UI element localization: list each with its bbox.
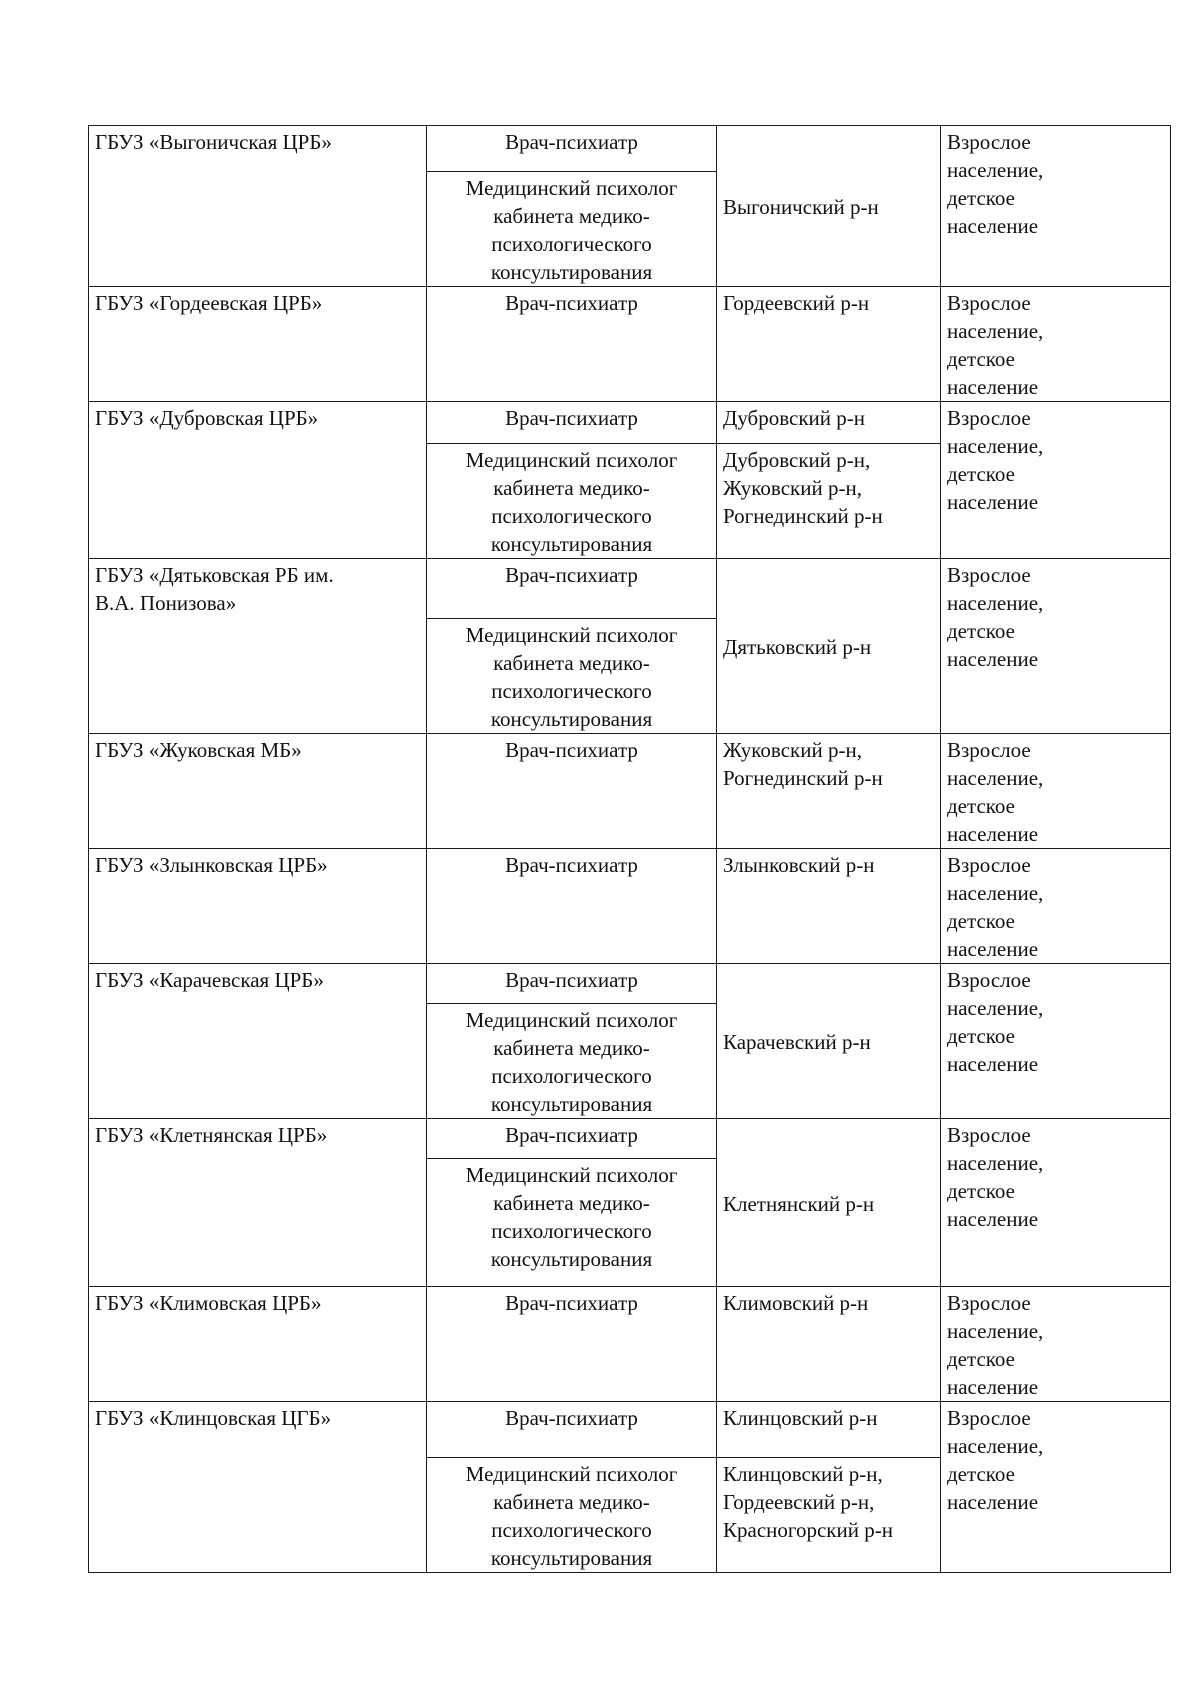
table-row <box>89 287 1171 402</box>
district-cell: Жуковский р-н, Рогнединский р-н <box>717 734 941 849</box>
district-cell: Дятьковский р-н <box>717 559 941 734</box>
table-row <box>89 734 1171 849</box>
district-cell: Клинцовский р-н, Гордеевский р-н, Красногорский р-н <box>717 1458 941 1573</box>
organization-cell: ГБУЗ «Климовская ЦРБ» <box>89 1287 427 1402</box>
district-cell: Злынковский р-н <box>717 849 941 964</box>
specialist-cell: Врач-психиатр <box>427 964 717 1004</box>
district-cell: Карачевский р-н <box>717 964 941 1119</box>
population-cell: Взрослое население, детское население <box>941 964 1171 1119</box>
organization-cell: ГБУЗ «Злынковская ЦРБ» <box>89 849 427 964</box>
district-cell: Клинцовский р-н <box>717 1402 941 1458</box>
specialist-cell: Врач-психиатр <box>427 1287 717 1402</box>
table-row <box>89 1119 1171 1159</box>
population-cell: Взрослое население, детское население <box>941 559 1171 734</box>
organization-cell: ГБУЗ «Выгоничская ЦРБ» <box>89 126 427 287</box>
table-row <box>89 559 1171 619</box>
organization-cell: ГБУЗ «Дятьковская РБ им. В.А. Понизова» <box>89 559 427 734</box>
district-cell: Выгоничский р-н <box>717 126 941 287</box>
table-row <box>89 849 1171 964</box>
population-cell: Взрослое население, детское население <box>941 287 1171 402</box>
specialist-cell: Медицинский психолог кабинета медико- психологического консультирования <box>427 1004 717 1119</box>
population-cell: Взрослое население, детское население <box>941 126 1171 287</box>
specialist-cell: Врач-психиатр <box>427 1402 717 1458</box>
organization-cell: ГБУЗ «Гордеевская ЦРБ» <box>89 287 427 402</box>
table-row <box>89 1287 1171 1402</box>
district-cell: Клетнянский р-н <box>717 1119 941 1287</box>
specialist-cell: Медицинский психолог кабинета медико- психологического консультирования <box>427 444 717 559</box>
population-cell: Взрослое население, детское население <box>941 849 1171 964</box>
district-cell: Климовский р-н <box>717 1287 941 1402</box>
organization-cell: ГБУЗ «Клинцовская ЦГБ» <box>89 1402 427 1573</box>
specialist-cell: Врач-психиатр <box>427 126 717 172</box>
population-cell: Взрослое население, детское население <box>941 1402 1171 1573</box>
specialist-cell: Врач-психиатр <box>427 1119 717 1159</box>
population-cell: Взрослое население, детское население <box>941 402 1171 559</box>
specialist-cell: Врач-психиатр <box>427 849 717 964</box>
organization-cell: ГБУЗ «Жуковская МБ» <box>89 734 427 849</box>
table-row <box>89 964 1171 1004</box>
table-row <box>89 1402 1171 1458</box>
services-table <box>88 125 1171 1573</box>
specialist-cell: Врач-психиатр <box>427 559 717 619</box>
organization-cell: ГБУЗ «Дубровская ЦРБ» <box>89 402 427 559</box>
population-cell: Взрослое население, детское население <box>941 1119 1171 1287</box>
district-cell: Дубровский р-н, Жуковский р-н, Рогнединский р-н <box>717 444 941 559</box>
specialist-cell: Медицинский психолог кабинета медико- психологического консультирования <box>427 172 717 287</box>
organization-cell: ГБУЗ «Карачевская ЦРБ» <box>89 964 427 1119</box>
specialist-cell: Медицинский психолог кабинета медико- психологического консультирования <box>427 619 717 734</box>
specialist-cell: Медицинский психолог кабинета медико- психологического консультирования <box>427 1458 717 1573</box>
table-row <box>89 402 1171 444</box>
population-cell: Взрослое население, детское население <box>941 1287 1171 1402</box>
district-cell: Гордеевский р-н <box>717 287 941 402</box>
population-cell: Взрослое население, детское население <box>941 734 1171 849</box>
organization-cell: ГБУЗ «Клетнянская ЦРБ» <box>89 1119 427 1287</box>
district-cell: Дубровский р-н <box>717 402 941 444</box>
table-row <box>89 126 1171 172</box>
specialist-cell: Врач-психиатр <box>427 402 717 444</box>
specialist-cell: Медицинский психолог кабинета медико- психологического консультирования <box>427 1159 717 1287</box>
specialist-cell: Врач-психиатр <box>427 287 717 402</box>
specialist-cell: Врач-психиатр <box>427 734 717 849</box>
